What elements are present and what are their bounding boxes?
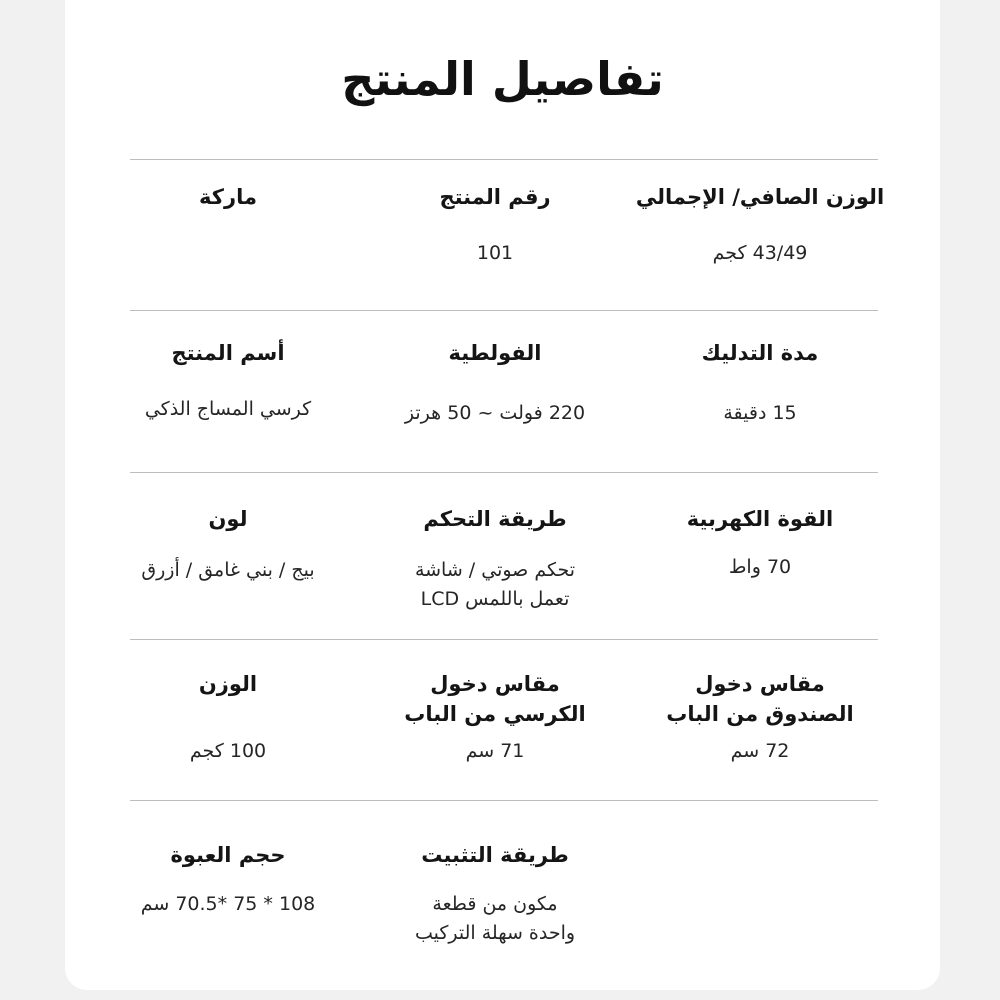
- divider: [130, 310, 878, 311]
- divider: [130, 800, 878, 801]
- spec-label: حجم العبوة: [170, 843, 286, 867]
- spec-label: أسم المنتج: [171, 341, 285, 365]
- spec-net-gross-weight: [635, 182, 885, 268]
- spec-product-number: [370, 182, 620, 268]
- spec-label: مقاس دخول الصندوق من الباب: [666, 672, 854, 726]
- spec-label: مقاس دخول الكرسي من الباب: [404, 672, 586, 726]
- spec-label: طريقة التحكم: [423, 507, 567, 531]
- spec-label: الوزن الصافي/ الإجمالي: [635, 185, 885, 209]
- spec-label: الوزن: [198, 672, 258, 696]
- spec-value: كرسي المساج الذكي: [144, 398, 312, 420]
- spec-value: بيج / بني غامق / أزرق: [141, 559, 315, 581]
- spec-brand: [103, 182, 353, 239]
- spec-value: 43/49 كجم: [712, 242, 808, 264]
- spec-value: 71 سم: [465, 740, 525, 762]
- spec-voltage: [370, 338, 620, 428]
- spec-color: [103, 504, 353, 585]
- spec-label: لون: [208, 507, 248, 531]
- spec-value: مكون من قطعة واحدة سهلة التركيب: [414, 893, 576, 944]
- spec-box-entry-size: [635, 669, 885, 766]
- spec-massage-duration: [635, 338, 885, 428]
- spec-control-method: [370, 504, 620, 614]
- spec-label: القوة الكهربية: [686, 507, 834, 531]
- spec-label: طريقة التثبيت: [421, 843, 569, 867]
- divider: [130, 639, 878, 640]
- spec-label: ماركة: [199, 185, 257, 209]
- spec-label: مدة التدليك: [701, 341, 819, 365]
- spec-product-name: [103, 338, 353, 424]
- spec-package-size: [103, 840, 353, 919]
- spec-value: 220 فولت ~ 50 هرتز: [404, 402, 586, 424]
- spec-chair-entry-size: [370, 669, 620, 766]
- spec-weight: [103, 669, 353, 766]
- divider: [130, 472, 878, 473]
- spec-value: 70 واط: [728, 556, 792, 578]
- spec-label: رقم المنتج: [439, 185, 551, 209]
- spec-value: 100 كجم: [189, 740, 267, 762]
- spec-installation-method: [370, 840, 620, 948]
- spec-value: 15 دقيقة: [723, 402, 797, 424]
- page-title: تفاصيل المنتج: [341, 52, 664, 106]
- spec-power: [635, 504, 885, 582]
- spec-value: 101: [476, 242, 514, 264]
- spec-label: الفولطية: [448, 341, 542, 365]
- spec-value: 108 * 75 *70.5 سم: [140, 893, 316, 915]
- spec-value: تحكم صوتي / شاشة تعمل باللمس LCD: [414, 559, 576, 610]
- spec-value: 72 سم: [730, 740, 790, 762]
- divider: [130, 159, 878, 160]
